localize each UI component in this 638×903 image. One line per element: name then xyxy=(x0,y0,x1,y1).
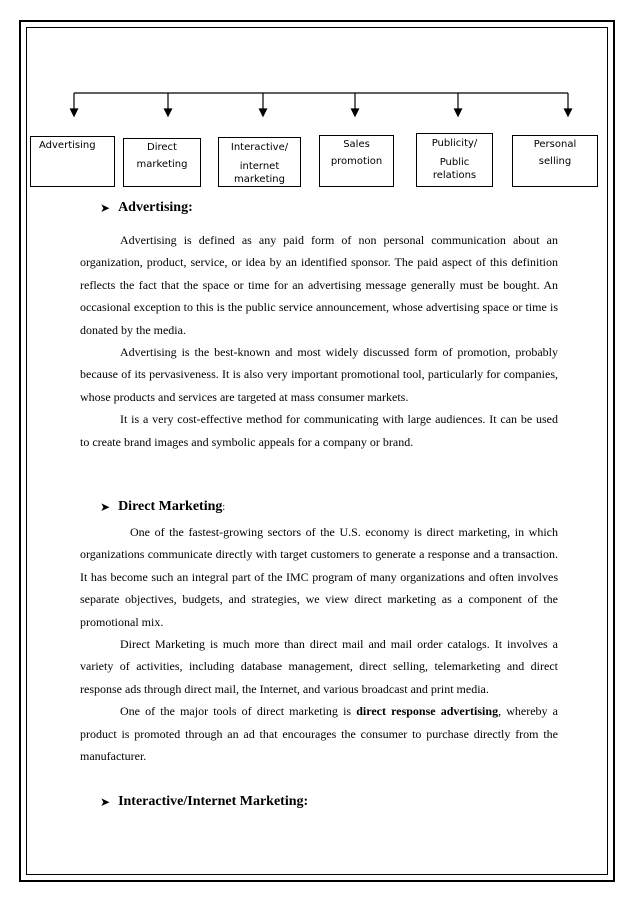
box-advertising xyxy=(30,136,115,187)
box-label: selling xyxy=(538,156,572,167)
heading-colon: : xyxy=(222,501,226,513)
arrow-bullet-icon: ➤ xyxy=(100,499,111,514)
arrow-bullet-icon: ➤ xyxy=(100,200,111,215)
heading-text: Interactive/Internet Marketing: xyxy=(118,794,309,809)
paragraph xyxy=(80,700,558,767)
promotional-mix-diagram xyxy=(0,0,638,210)
box-label: relations xyxy=(432,170,477,181)
paragraph: Direct Marketing is much more than direct mail and mail order catalogs. It involves a variety of activities, including database management, direct selling, telemarketing and direct response ads through direct mail, the Internet, and various broadcast and print media. xyxy=(80,637,558,696)
box-label: marketing xyxy=(136,159,188,170)
box-label: Advertising xyxy=(39,140,96,151)
direct-marketing-body xyxy=(80,521,558,767)
heading-advertising xyxy=(100,200,193,216)
box-label: marketing xyxy=(234,174,285,185)
box-label: Direct xyxy=(147,142,177,153)
box-label: Personal xyxy=(533,139,577,150)
heading-direct-marketing xyxy=(100,499,225,515)
heading-interactive-marketing xyxy=(100,794,308,810)
box-label: Publicity/ xyxy=(431,138,478,149)
box-sales-promotion xyxy=(319,135,394,187)
box-personal-selling xyxy=(512,135,598,187)
box-label: Public xyxy=(439,157,470,168)
box-publicity xyxy=(416,133,493,187)
paragraph: Advertising is the best-known and most widely discussed form of promotion, probably because of its pervasiveness. It is also very important promotional tool, particularly for companies, whose products and services are targeted at mass consumer markets. xyxy=(80,345,558,404)
paragraph: It is a very cost-effective method for communicating with large audiences. It can be used to create brand images and symbolic appeals for a company or brand. xyxy=(80,412,558,449)
paragraph: One of the fastest-growing sectors of the U.S. economy is direct marketing, in which organizations communicate directly with target customers to generate a response and a transaction. It has become such an integral part of the IMC program of many organizations and often involves separate objectives, budgets, and strategies, we view direct marketing as a component of the promotional mix. xyxy=(80,525,558,629)
box-direct-marketing xyxy=(123,138,201,187)
heading-text: Advertising: xyxy=(118,200,193,215)
box-label: Interactive/ xyxy=(230,142,289,153)
paragraph: Advertising is defined as any paid form of non personal communication about an organization, product, service, or idea by an identified sponsor. The paid aspect of this definition reflects the fact that the space or time for an advertising message generally must be bought. An occasional exception to this is the public service announcement, whose advertising space or time is donated by the media. xyxy=(80,233,558,337)
bold-term: direct response advertising xyxy=(356,704,499,719)
heading-text: Direct Marketing xyxy=(118,499,223,514)
arrow-bullet-icon: ➤ xyxy=(100,794,111,809)
box-label: promotion xyxy=(330,156,383,167)
paragraph-text: One of the major tools of direct marketing is xyxy=(120,704,357,719)
box-interactive-marketing xyxy=(218,137,301,187)
paragraph-text: , whereby a product is promoted through an ad that encourages the consumer to purchase directly from the manufacturer. xyxy=(80,704,559,764)
box-label: internet xyxy=(239,161,280,172)
advertising-body xyxy=(80,229,558,453)
box-label: Sales xyxy=(343,139,370,150)
